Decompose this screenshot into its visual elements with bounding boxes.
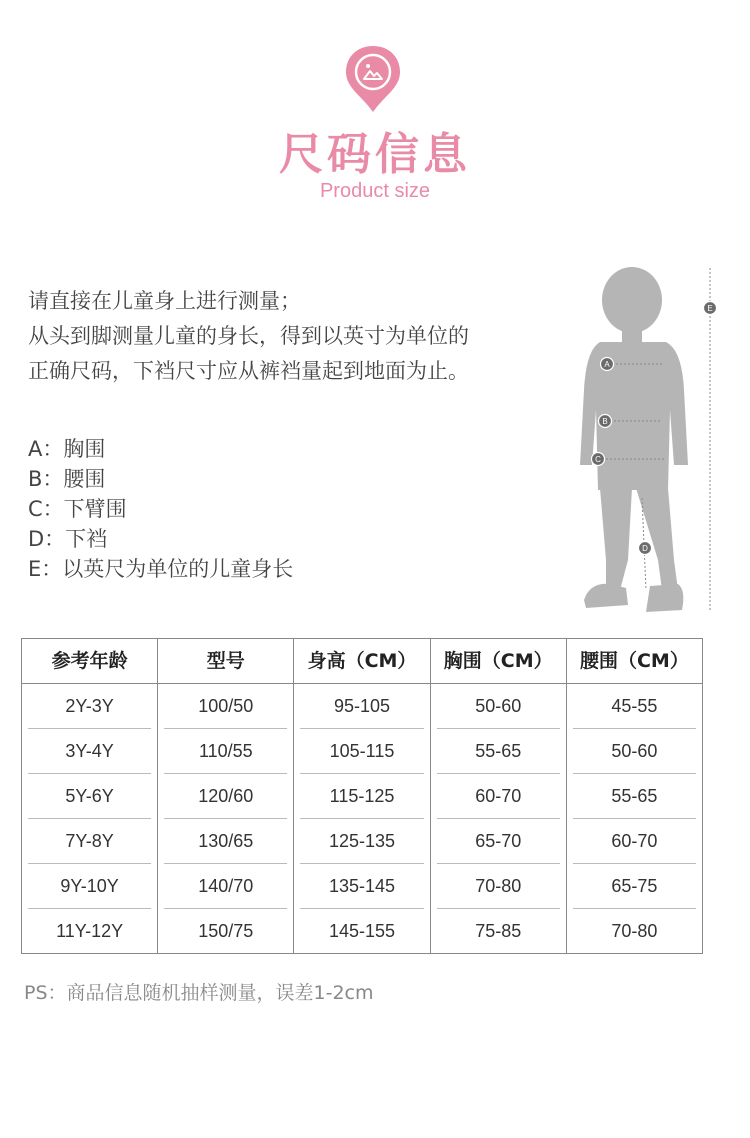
table-cell: 95-105 bbox=[300, 684, 423, 729]
measurement-instructions bbox=[28, 284, 568, 389]
table-cell: 145-155 bbox=[328, 920, 396, 941]
legend-item-b: B：腰围 bbox=[28, 467, 106, 491]
table-cell: 60-70 bbox=[573, 819, 696, 864]
column-header: 参考年龄 bbox=[22, 639, 157, 684]
instruction-line: 正确尺码，下裆尺寸应从裤裆量起到地面为止。 bbox=[28, 359, 469, 383]
image-pin-icon bbox=[344, 44, 402, 114]
table-cell: 110/55 bbox=[164, 729, 287, 774]
table-cell: 2Y-3Y bbox=[28, 684, 151, 729]
table-cell: 55-65 bbox=[437, 729, 560, 774]
marker-e-label: E bbox=[707, 304, 713, 313]
column-age bbox=[22, 639, 158, 953]
table-cell: 5Y-6Y bbox=[28, 774, 151, 819]
marker-b-label: B bbox=[602, 417, 608, 426]
table-cell: 120/60 bbox=[164, 774, 287, 819]
child-silhouette-figure bbox=[570, 260, 730, 620]
table-cell: 65-75 bbox=[573, 864, 696, 909]
table-cell: 70-80 bbox=[437, 864, 560, 909]
table-cell: 100/50 bbox=[164, 684, 287, 729]
column-header: 腰围（CM） bbox=[567, 639, 702, 684]
table-cell: 130/65 bbox=[164, 819, 287, 864]
table-cell: 105-115 bbox=[300, 729, 423, 774]
table-cell: 115-125 bbox=[300, 774, 423, 819]
marker-a-label: A bbox=[604, 360, 610, 369]
legend-item-d: D：下裆 bbox=[28, 527, 108, 551]
legend-item-c: C：下臂围 bbox=[28, 497, 127, 521]
measurement-legend bbox=[28, 434, 293, 584]
table-cell: 125-135 bbox=[300, 819, 423, 864]
table-cell: 3Y-4Y bbox=[28, 729, 151, 774]
table-cell: 65-70 bbox=[437, 819, 560, 864]
column-header: 胸围（CM） bbox=[431, 639, 566, 684]
table-cell: 150/75 bbox=[198, 920, 254, 941]
table-cell: 45-55 bbox=[573, 684, 696, 729]
table-cell: 11Y-12Y bbox=[56, 920, 124, 941]
column-chest bbox=[431, 639, 567, 953]
table-cell: 70-80 bbox=[611, 920, 658, 941]
instruction-line: 请直接在儿童身上进行测量； bbox=[28, 289, 301, 313]
table-cell: 60-70 bbox=[437, 774, 560, 819]
table-cell: 75-85 bbox=[475, 920, 522, 941]
marker-d-label: D bbox=[642, 544, 648, 553]
table-cell: 50-60 bbox=[573, 729, 696, 774]
table-cell: 55-65 bbox=[573, 774, 696, 819]
column-waist bbox=[567, 639, 702, 953]
table-cell: 9Y-10Y bbox=[28, 864, 151, 909]
marker-c-label: C bbox=[595, 455, 601, 464]
column-header: 身高（CM） bbox=[294, 639, 429, 684]
column-header: 型号 bbox=[158, 639, 293, 684]
size-table bbox=[21, 638, 703, 954]
legend-item-a: A：胸围 bbox=[28, 437, 106, 461]
table-cell: 50-60 bbox=[437, 684, 560, 729]
table-cell: 7Y-8Y bbox=[28, 819, 151, 864]
table-cell: 140/70 bbox=[164, 864, 287, 909]
column-model bbox=[158, 639, 294, 953]
page-title: 尺码信息 bbox=[279, 129, 471, 180]
table-cell: 135-145 bbox=[300, 864, 423, 909]
measurement-note: PS：商品信息随机抽样测量，误差1-2cm bbox=[24, 982, 374, 1004]
legend-item-e: E：以英尺为单位的儿童身长 bbox=[28, 557, 294, 581]
column-height bbox=[294, 639, 430, 953]
page-subtitle: Product size bbox=[319, 180, 431, 202]
instruction-line: 从头到脚测量儿童的身长，得到以英寸为单位的 bbox=[28, 324, 469, 348]
